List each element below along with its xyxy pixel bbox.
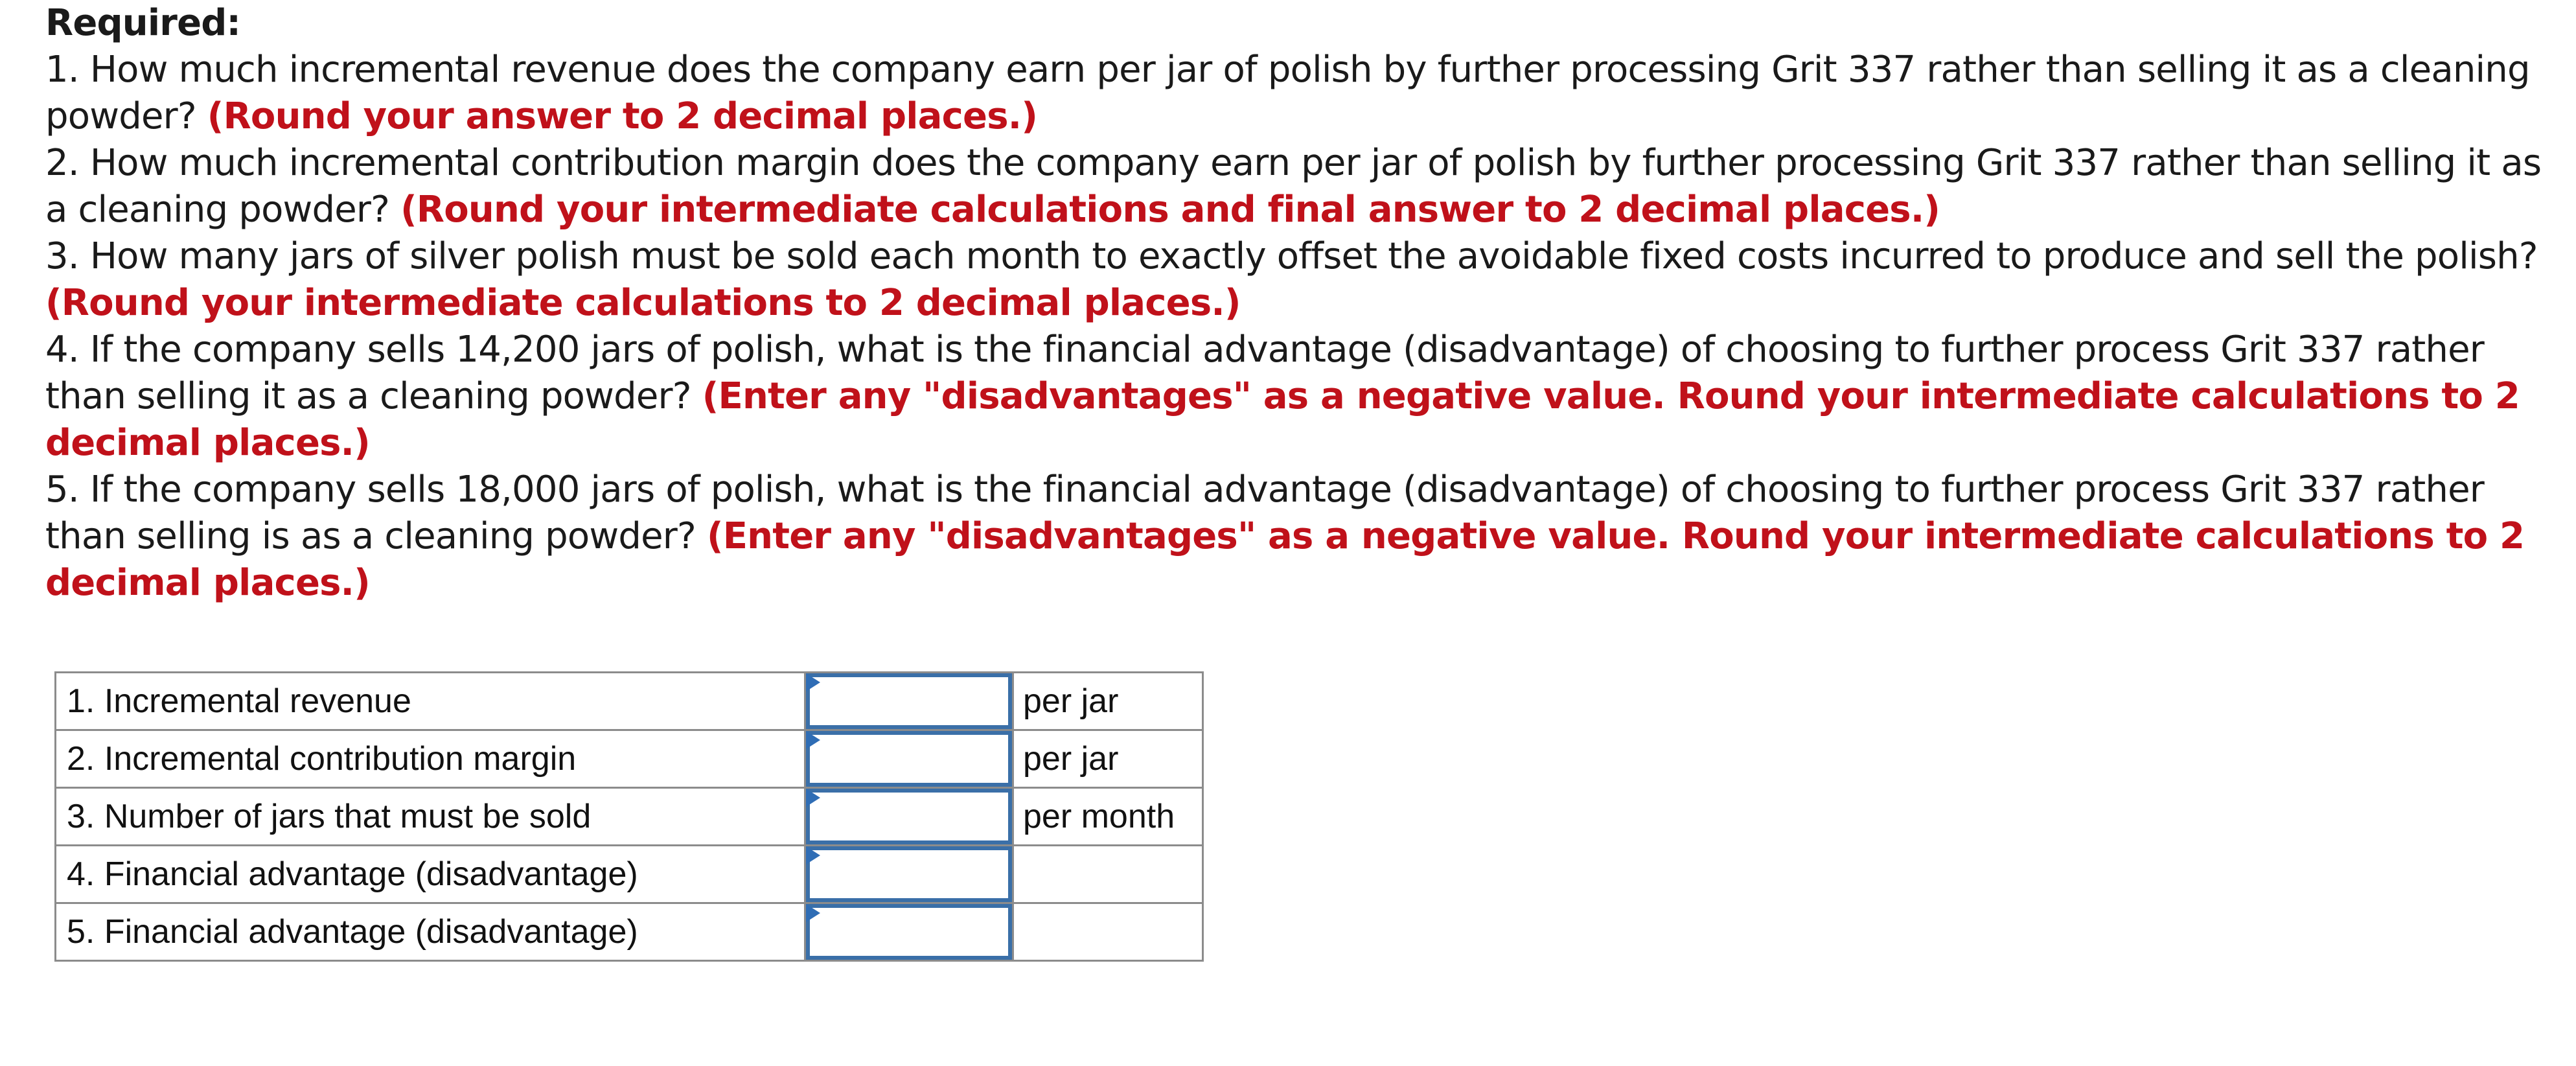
question-hint: (Enter any "disadvantages" as a negative value. Round your intermediate calculations to 2 decimal places.)	[45, 515, 2525, 604]
financial-advantage-18000-input[interactable]	[806, 904, 1012, 960]
jars-sold-input[interactable]	[806, 789, 1012, 844]
instructions-block	[45, 0, 2546, 607]
table-row	[56, 903, 1203, 961]
answer-cell	[805, 673, 1013, 730]
incremental-contribution-margin-input[interactable]	[806, 731, 1012, 787]
question-4	[45, 327, 2546, 467]
question-text: 3. How many jars of silver polish must be sold each month to exactly offset the avoidable fixed costs incurred to produce and sell the polish?	[45, 235, 2538, 277]
question-5	[45, 467, 2546, 607]
question-3	[45, 233, 2546, 327]
question-2	[45, 140, 2546, 233]
question-text: 2. How much incremental contribution margin does the company earn per jar of polish by further processing Grit 337 rather than selling it as a cleaning powder?	[45, 142, 2542, 231]
question-hint: (Round your intermediate calculations and final answer to 2 decimal places.)	[400, 189, 1940, 231]
question-text: 4. If the company sells 14,200 jars of polish, what is the financial advantage (disadvantage) of choosing to further process Grit 337 rather than selling it as a cleaning powder?	[45, 329, 2484, 417]
table-row	[56, 788, 1203, 846]
row-label: 2. Incremental contribution margin	[56, 730, 805, 788]
question-text: 5. If the company sells 18,000 jars of polish, what is the financial advantage (disadvantage) of choosing to further process Grit 337 rather than selling is as a cleaning powder?	[45, 469, 2484, 557]
row-label: 5. Financial advantage (disadvantage)	[56, 903, 805, 961]
financial-advantage-14200-input[interactable]	[806, 846, 1012, 902]
table-row	[56, 846, 1203, 903]
answer-cell	[805, 730, 1013, 788]
question-1	[45, 47, 2546, 140]
question-hint: (Round your intermediate calculations to 2 decimal places.)	[45, 282, 1241, 324]
unit-label	[1013, 846, 1203, 903]
answer-table	[54, 671, 1204, 962]
unit-label: per jar	[1013, 730, 1203, 788]
answer-cell	[805, 903, 1013, 961]
question-hint: (Round your answer to 2 decimal places.)	[207, 95, 1037, 137]
table-row	[56, 673, 1203, 730]
row-label: 3. Number of jars that must be sold	[56, 788, 805, 846]
unit-label	[1013, 903, 1203, 961]
unit-label: per jar	[1013, 673, 1203, 730]
question-text: 1. How much incremental revenue does the company earn per jar of polish by further processing Grit 337 rather than selling it as a cleaning powder?	[45, 49, 2530, 137]
unit-label: per month	[1013, 788, 1203, 846]
row-label: 4. Financial advantage (disadvantage)	[56, 846, 805, 903]
incremental-revenue-input[interactable]	[806, 673, 1012, 729]
answer-cell	[805, 788, 1013, 846]
table-row	[56, 730, 1203, 788]
row-label: 1. Incremental revenue	[56, 673, 805, 730]
question-hint: (Enter any "disadvantages" as a negative value. Round your intermediate calculations to 2 decimal places.)	[45, 375, 2520, 464]
answer-cell	[805, 846, 1013, 903]
required-heading: Required:	[45, 2, 241, 44]
